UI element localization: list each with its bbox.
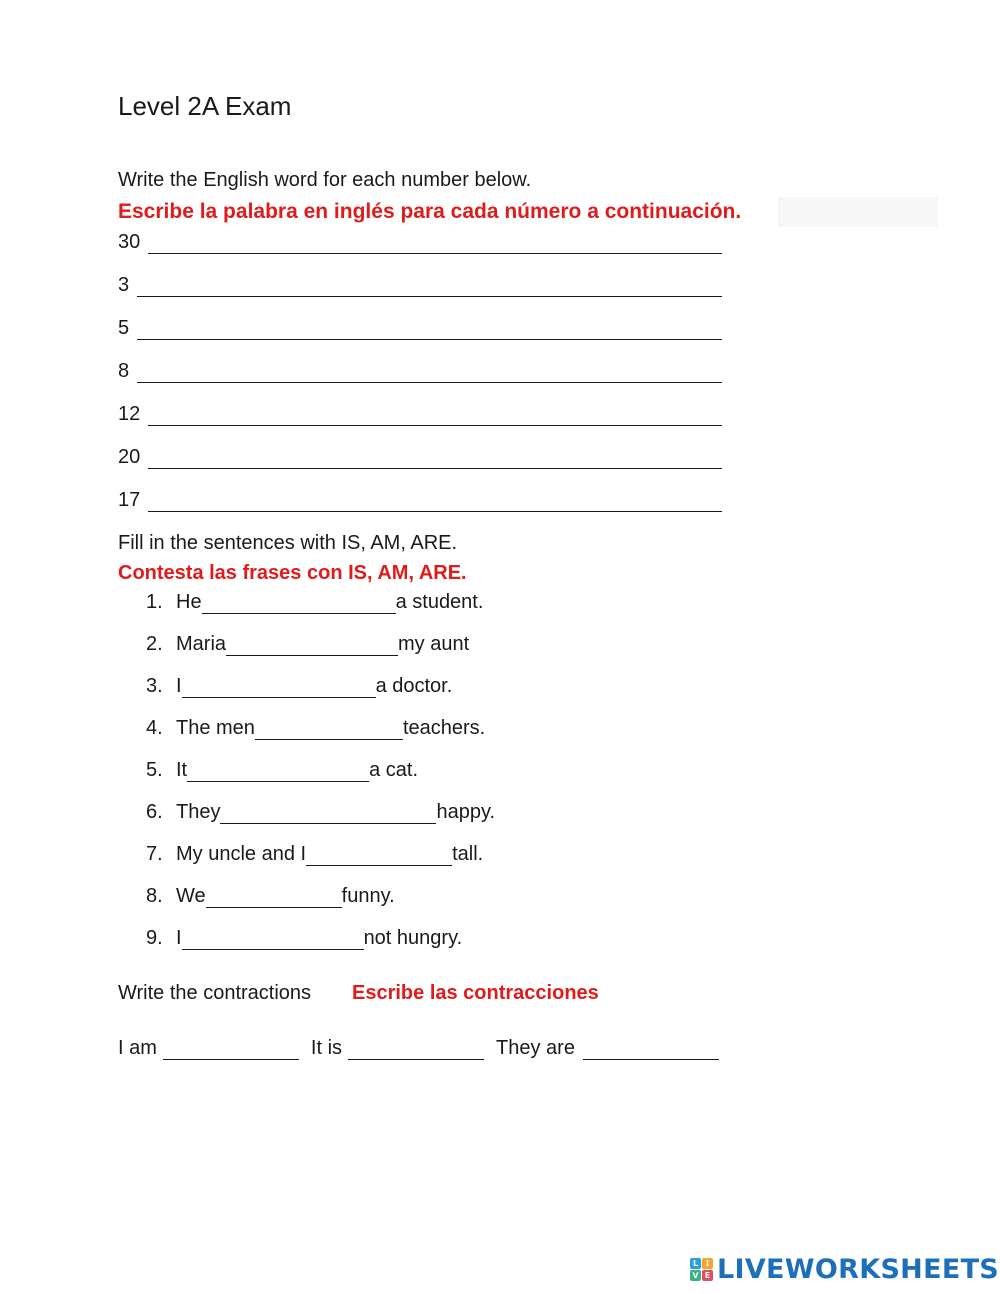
question-number: 5. <box>146 759 163 781</box>
question-text-before: The men <box>176 717 255 739</box>
question-number: 3. <box>146 675 163 697</box>
question-text-after: a doctor. <box>375 675 453 697</box>
liveworksheets-logo <box>690 1254 999 1285</box>
number-row <box>118 271 722 297</box>
section3-instruction-en: Write the contractions <box>118 982 312 1004</box>
section2-instruction-es: Contesta las frases con IS, AM, ARE. <box>118 562 467 584</box>
question-number: 7. <box>146 843 163 865</box>
question-text-before: It <box>176 759 188 781</box>
answer-blank[interactable] <box>348 1041 484 1060</box>
section1-instruction-en: Write the English word for each number below. <box>118 169 532 191</box>
question-number: 9. <box>146 927 163 949</box>
section2-instruction-en: Fill in the sentences with IS, AM, ARE. <box>118 532 458 554</box>
answer-blank[interactable] <box>255 721 403 740</box>
question-text-after: tall. <box>452 843 484 865</box>
question-row <box>146 927 462 950</box>
answer-blank[interactable] <box>148 491 722 512</box>
question-row <box>146 675 452 698</box>
answer-blank[interactable] <box>182 679 376 698</box>
number-label: 8 <box>118 360 130 382</box>
answer-blank[interactable] <box>202 595 396 614</box>
question-text-after: teachers. <box>402 717 486 739</box>
number-label: 17 <box>118 489 141 511</box>
question-row <box>146 591 483 614</box>
answer-blank[interactable] <box>182 931 364 950</box>
question-row <box>146 633 469 656</box>
answer-blank[interactable] <box>220 805 436 824</box>
logo-text: LIVEWORKSHEETS <box>717 1254 1000 1285</box>
page-title: Level 2A Exam <box>118 91 292 121</box>
answer-blank[interactable] <box>148 405 722 426</box>
number-row <box>118 400 722 426</box>
question-row <box>146 801 495 824</box>
question-text-after: happy. <box>436 801 496 823</box>
answer-blank[interactable] <box>306 847 452 866</box>
question-text-before: We <box>176 885 206 907</box>
number-row <box>118 486 722 512</box>
question-text-after: a student. <box>395 591 484 613</box>
answer-blank[interactable] <box>187 763 369 782</box>
contraction-label: It is <box>310 1037 343 1059</box>
number-row <box>118 443 722 469</box>
section3-instruction-es: Escribe las contracciones <box>352 982 599 1004</box>
question-text-after: not hungry. <box>363 927 463 949</box>
question-text-after: a cat. <box>369 759 419 781</box>
question-text-before: He <box>176 591 202 613</box>
question-text-before: They <box>176 801 221 823</box>
question-number: 1. <box>146 591 163 613</box>
answer-blank[interactable] <box>137 276 722 297</box>
answer-blank[interactable] <box>137 319 722 340</box>
number-row <box>118 357 722 383</box>
question-row <box>146 843 483 866</box>
question-text-before: Maria <box>176 633 227 655</box>
question-row <box>146 759 418 782</box>
question-text-before: I <box>176 675 182 697</box>
answer-blank[interactable] <box>206 889 342 908</box>
contractions-row <box>118 1037 719 1060</box>
highlight-band <box>778 197 938 227</box>
question-number: 2. <box>146 633 163 655</box>
number-row <box>118 314 722 340</box>
answer-blank[interactable] <box>163 1041 299 1060</box>
number-label: 30 <box>118 231 141 253</box>
question-row <box>146 885 395 908</box>
contraction-label: They are <box>496 1037 575 1059</box>
logo-mark-icon: L I V E <box>690 1258 713 1281</box>
question-row <box>146 717 485 740</box>
number-label: 5 <box>118 317 130 339</box>
answer-blank[interactable] <box>148 448 722 469</box>
answer-blank[interactable] <box>137 362 722 383</box>
contraction-label: I am <box>118 1037 157 1059</box>
answer-blank[interactable] <box>583 1041 719 1060</box>
question-number: 4. <box>146 717 163 739</box>
question-text-after: my aunt <box>398 633 470 655</box>
section1-instruction-es: Escribe la palabra en inglés para cada número a continuación. <box>118 200 742 223</box>
answer-blank[interactable] <box>226 637 398 656</box>
question-text-after: funny. <box>341 885 395 907</box>
number-label: 20 <box>118 446 141 468</box>
number-row <box>118 228 722 254</box>
answer-blank[interactable] <box>148 233 722 254</box>
number-label: 3 <box>118 274 130 296</box>
question-text-before: I <box>176 927 182 949</box>
question-number: 8. <box>146 885 163 907</box>
question-text-before: My uncle and I <box>176 843 307 865</box>
number-label: 12 <box>118 403 141 425</box>
question-number: 6. <box>146 801 163 823</box>
